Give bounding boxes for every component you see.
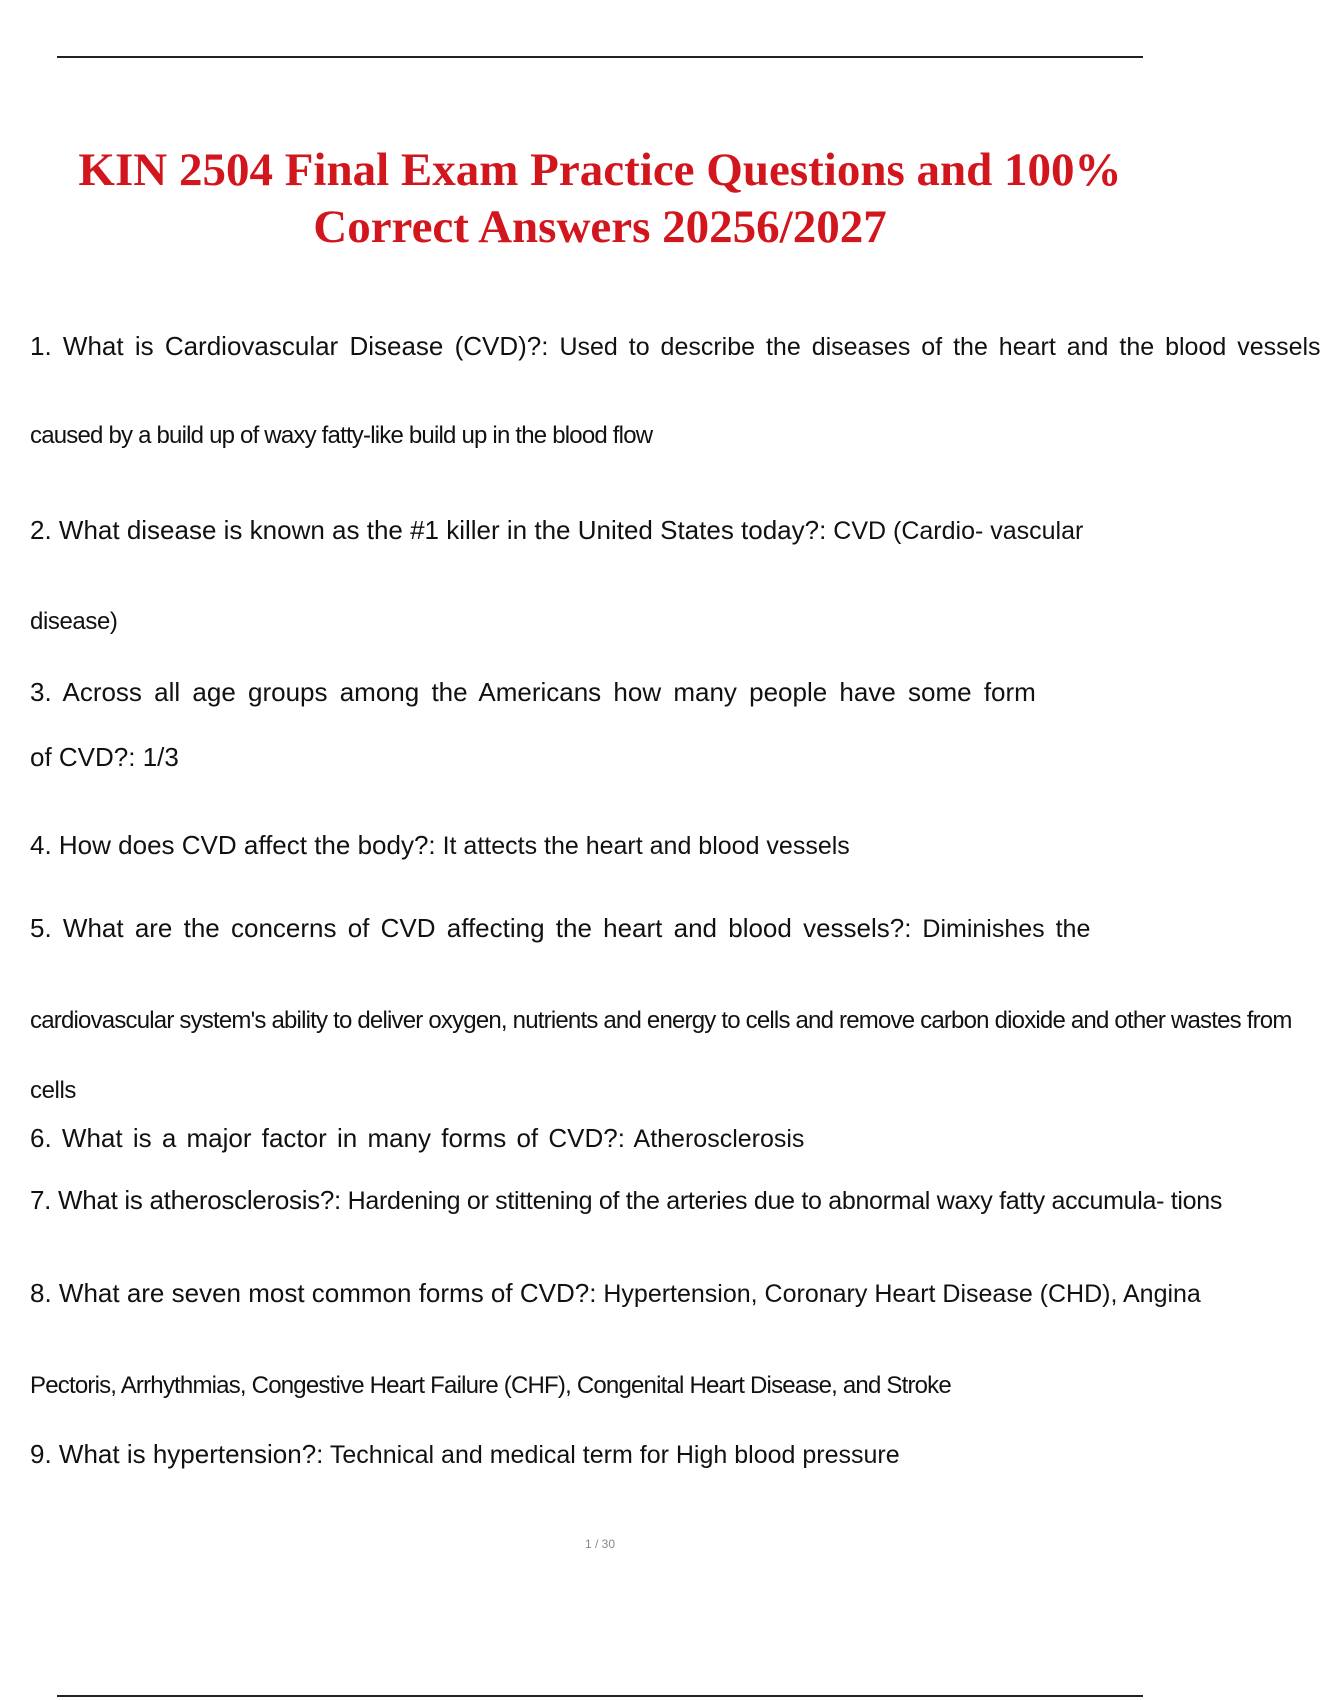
- question-4-text: 4. How does CVD affect the body?:: [30, 830, 436, 860]
- question-1-text: 1. What is Cardiovascular Disease (CVD)?:: [30, 331, 549, 361]
- question-8-text: 8. What are seven most common forms of CVD?:: [30, 1278, 597, 1308]
- title-line-1: KIN 2504 Final Exam Practice Questions and 100%: [78, 144, 1122, 196]
- question-5: [30, 912, 1180, 945]
- title-line-2: Correct Answers 20256/2027: [313, 201, 887, 253]
- answer-1-text: Used to describe the diseases of the heart and the blood vessels: [548, 333, 1321, 361]
- page-number: 1 / 30: [584, 1537, 616, 1551]
- answer-3-line: of CVD?: 1/3: [30, 742, 179, 772]
- question-9: [30, 1438, 1180, 1471]
- answer-6-text: Atherosclerosis: [624, 1125, 805, 1153]
- question-2: [30, 514, 1180, 547]
- question-6-text: 6. What is a major factor in many forms of CVD?:: [30, 1123, 625, 1153]
- question-6: [30, 1122, 1180, 1155]
- top-rule: [57, 56, 1143, 58]
- answer-2-continued: disease): [30, 608, 118, 635]
- answer-5-continued-2: cells: [30, 1077, 77, 1104]
- answer-7-text: Hardening or stittening of the arteries due to abnormal waxy fatty accumula- tions: [340, 1187, 1223, 1215]
- answer-2-text: CVD (Cardio- vascular: [826, 517, 1084, 545]
- question-3-text: 3. Across all age groups among the Americans how many people have some form: [30, 677, 1036, 707]
- question-5-text: 5. What are the concerns of CVD affecting the heart and blood vessels?:: [30, 913, 912, 943]
- document-title: [0, 142, 1200, 256]
- answer-4-text: It attects the heart and blood vessels: [435, 832, 850, 860]
- question-2-text: 2. What disease is known as the #1 killer in the United States today?:: [30, 515, 827, 545]
- answer-8-continued: Pectoris, Arrhythmias, Congestive Heart Failure (CHF), Congenital Heart Disease, and Stroke: [30, 1372, 951, 1399]
- question-9-text: 9. What is hypertension?:: [30, 1439, 324, 1469]
- bottom-rule: [57, 1695, 1143, 1697]
- question-8: [30, 1277, 1201, 1310]
- answer-1-continued: caused by a build up of waxy fatty-like build up in the blood flow: [30, 422, 653, 449]
- question-4: [30, 829, 1180, 862]
- question-7: [30, 1184, 1223, 1217]
- answer-5-continued: cardiovascular system's ability to deliver oxygen, nutrients and energy to cells and remove carbon dioxide and other wastes from: [30, 1007, 1292, 1034]
- answer-5-text: Diminishes the: [911, 915, 1091, 943]
- answer-8-text: Hypertension, Coronary Heart Disease (CHD), Angina: [596, 1280, 1201, 1308]
- question-3: [30, 676, 1180, 708]
- question-7-text: 7. What is atherosclerosis?:: [30, 1185, 341, 1215]
- answer-9-text: Technical and medical term for High blood pressure: [323, 1441, 900, 1469]
- question-1: [30, 330, 1321, 363]
